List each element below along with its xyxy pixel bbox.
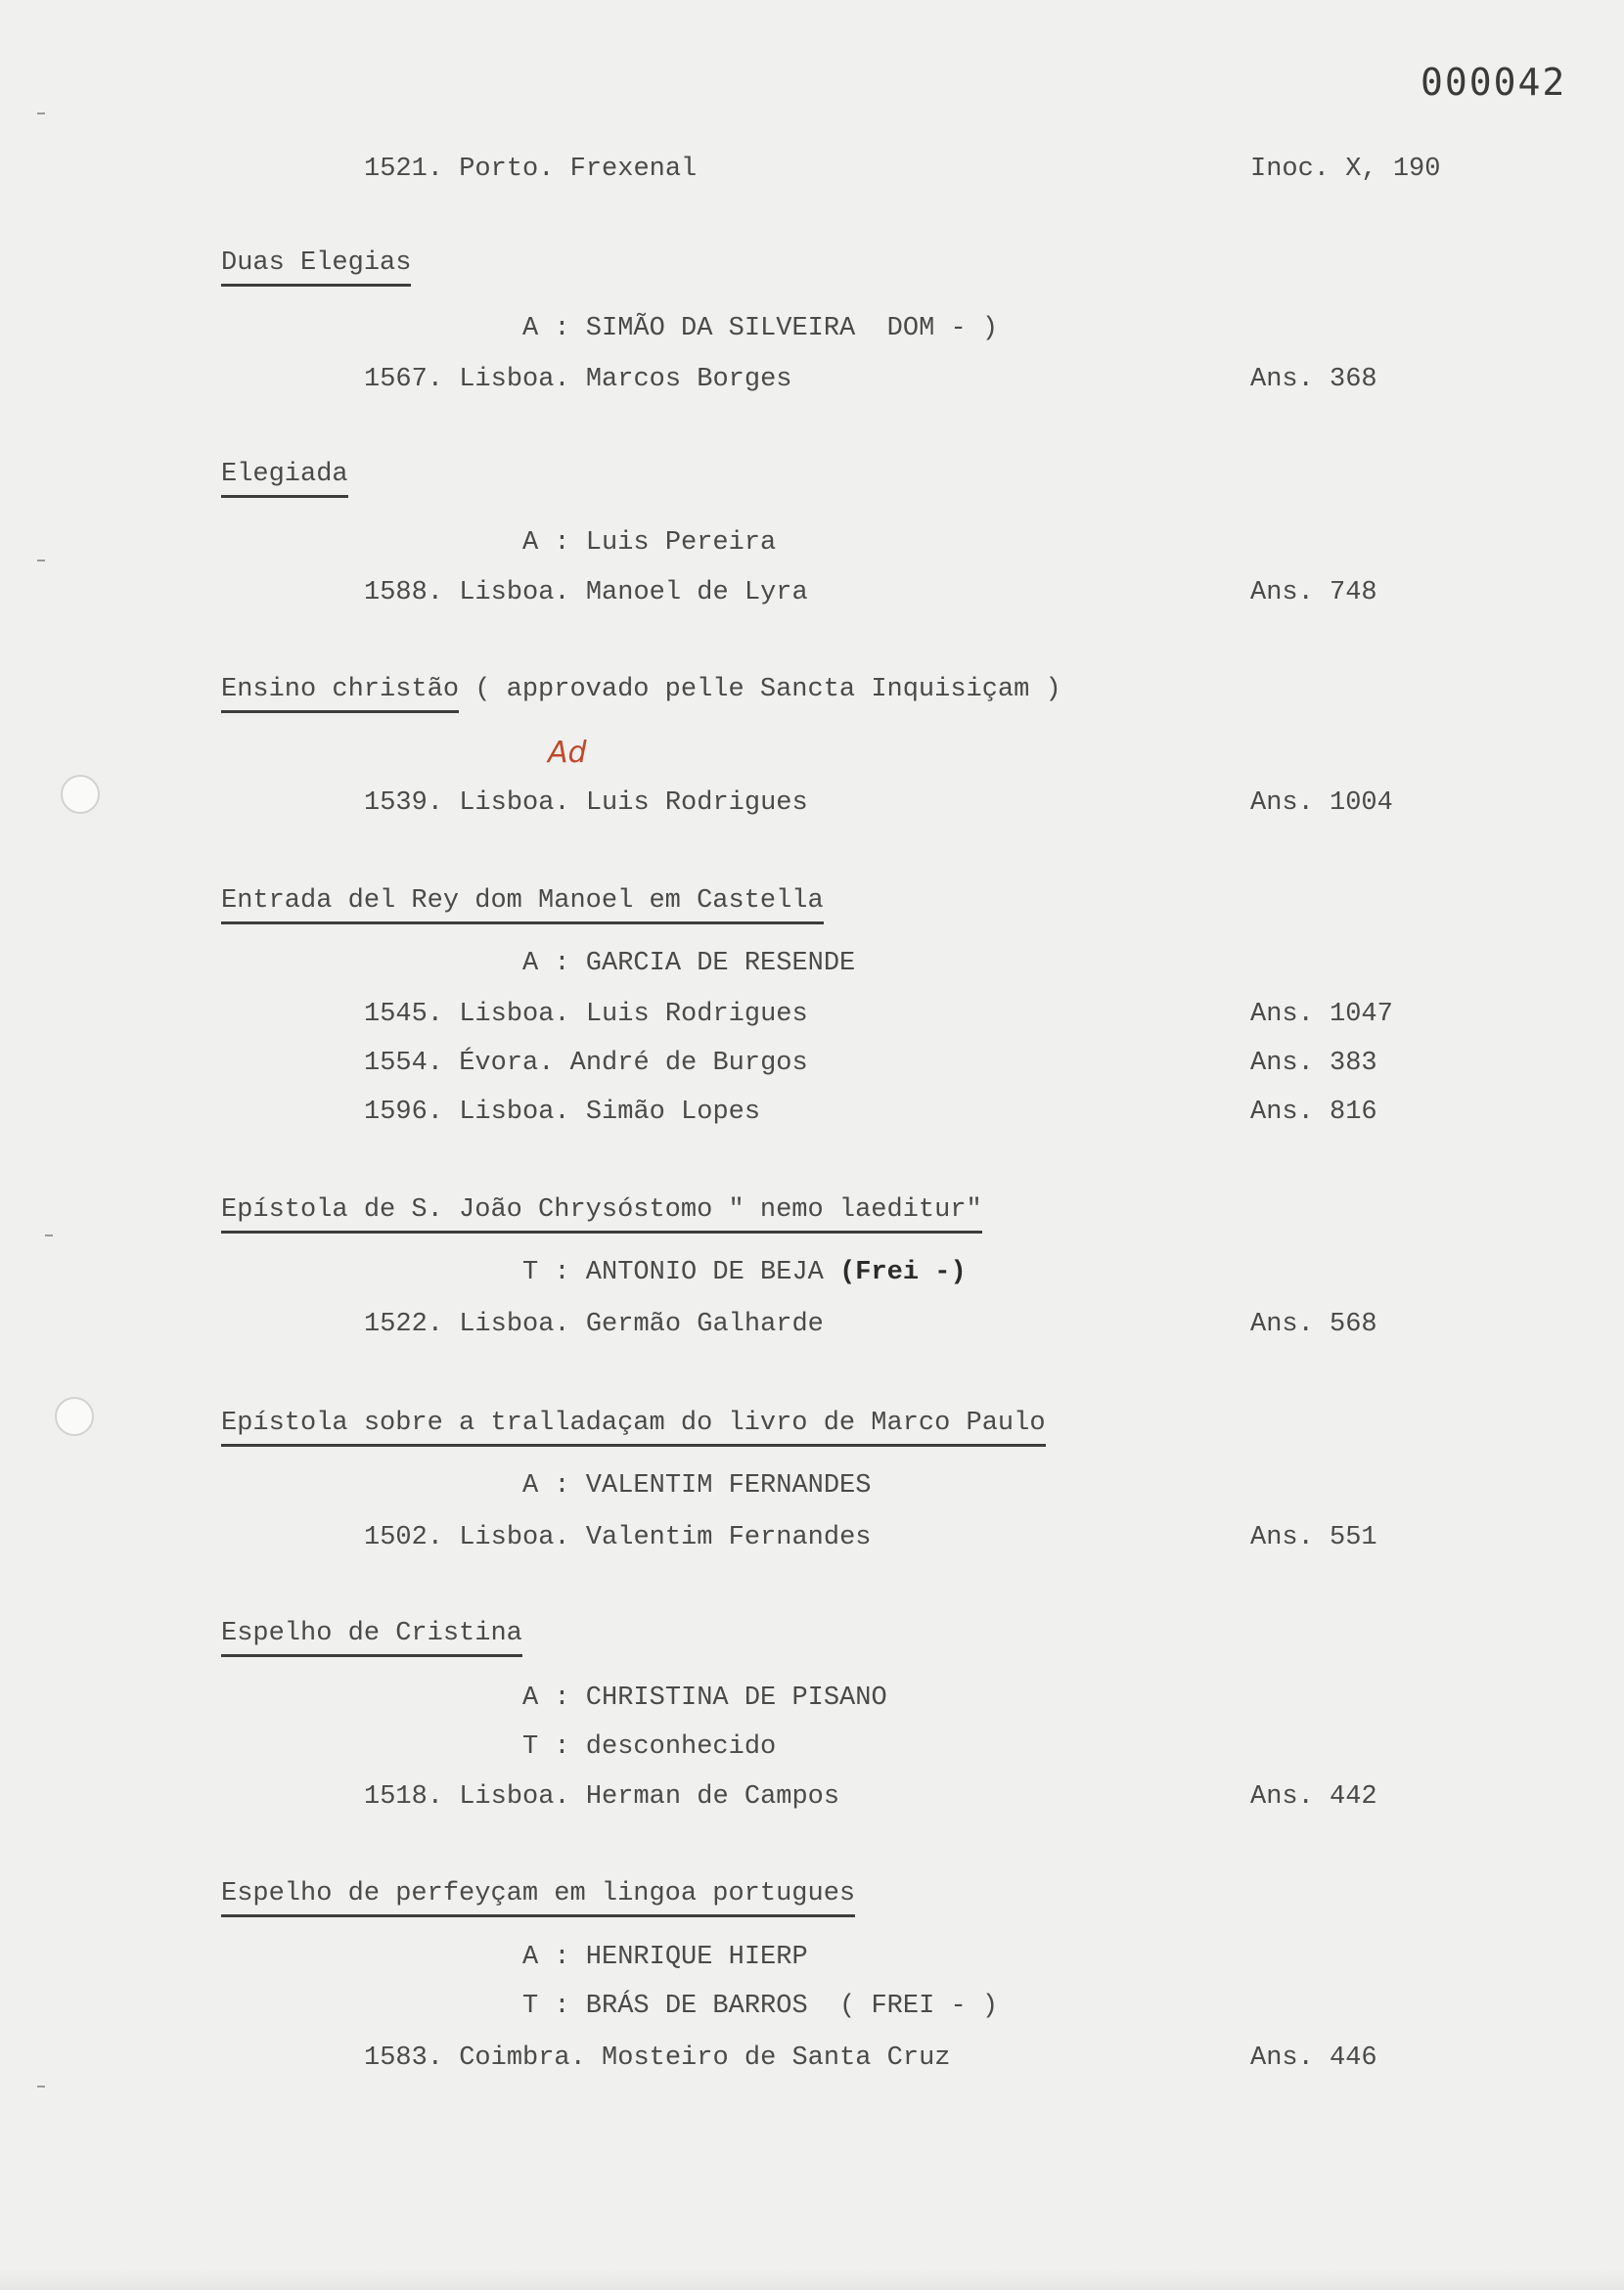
page-edge [0, 2269, 1624, 2290]
imprint-line: 1545. Lisboa. Luis Rodrigues [364, 1000, 808, 1029]
author-line [522, 1258, 967, 1287]
author-line: A : HENRIQUE HIERP [522, 1943, 808, 1972]
reference: Ans. 383 [1250, 1049, 1377, 1078]
entry-title-line [221, 675, 1061, 704]
entry-title: Entrada del Rey dom Manoel em Castella [221, 886, 824, 924]
page-number: 000042 [1421, 61, 1567, 104]
author-line: T : BRÁS DE BARROS ( FREI - ) [522, 1992, 999, 2021]
reference: Ans. 816 [1250, 1098, 1377, 1127]
author-name: T : ANTONIO DE BEJA [522, 1258, 824, 1287]
imprint-line: 1521. Porto. Frexenal [364, 155, 698, 184]
margin-mark [37, 2086, 45, 2088]
imprint-line: 1583. Coimbra. Mosteiro de Santa Cruz [364, 2043, 951, 2073]
reference: Ans. 442 [1250, 1782, 1377, 1812]
entry-title: Epístola sobre a tralladaçam do livro de Marco Paulo [221, 1409, 1046, 1447]
handwritten-note: (Frei -) [839, 1258, 967, 1287]
entry-title: Espelho de Cristina [221, 1619, 522, 1657]
margin-mark [37, 560, 45, 561]
author-line: A : CHRISTINA DE PISANO [522, 1684, 887, 1713]
imprint-line: 1518. Lisboa. Herman de Campos [364, 1782, 840, 1812]
entry-title: Duas Elegias [221, 248, 411, 287]
punch-hole [55, 1397, 94, 1436]
imprint-line: 1567. Lisboa. Marcos Borges [364, 365, 792, 394]
reference: Ans. 748 [1250, 578, 1377, 607]
author-line: A : SIMÃO DA SILVEIRA DOM - ) [522, 314, 999, 343]
imprint-line: 1554. Évora. André de Burgos [364, 1049, 808, 1078]
reference: Ans. 551 [1250, 1523, 1377, 1552]
author-line: A : VALENTIM FERNANDES [522, 1471, 872, 1501]
reference: Ans. 368 [1250, 365, 1377, 394]
imprint-line: 1502. Lisboa. Valentim Fernandes [364, 1523, 872, 1552]
entry-title: Elegiada [221, 460, 348, 498]
reference: Ans. 1047 [1250, 1000, 1393, 1029]
handwritten-annotation: Ad [548, 736, 587, 770]
title-note: ( approvado pelle Sancta Inquisiçam ) [459, 675, 1061, 704]
margin-mark [37, 112, 45, 114]
margin-mark [45, 1235, 53, 1236]
author-line: A : GARCIA DE RESENDE [522, 949, 856, 978]
reference: Ans. 1004 [1250, 788, 1393, 818]
reference: Inoc. X, 190 [1250, 155, 1441, 184]
entry-title: Epístola de S. João Chrysóstomo " nemo laeditur" [221, 1195, 982, 1234]
author-line: T : desconhecido [522, 1732, 777, 1762]
punch-hole [61, 775, 100, 814]
reference: Ans. 568 [1250, 1310, 1377, 1339]
entry-title: Ensino christão [221, 675, 459, 713]
imprint-line: 1522. Lisboa. Germão Galharde [364, 1310, 824, 1339]
imprint-line: 1596. Lisboa. Simão Lopes [364, 1098, 761, 1127]
reference: Ans. 446 [1250, 2043, 1377, 2073]
entry-title: Espelho de perfeyçam em lingoa portugues [221, 1879, 855, 1917]
imprint-line: 1588. Lisboa. Manoel de Lyra [364, 578, 808, 607]
imprint-line: 1539. Lisboa. Luis Rodrigues [364, 788, 808, 818]
author-line: A : Luis Pereira [522, 528, 777, 558]
